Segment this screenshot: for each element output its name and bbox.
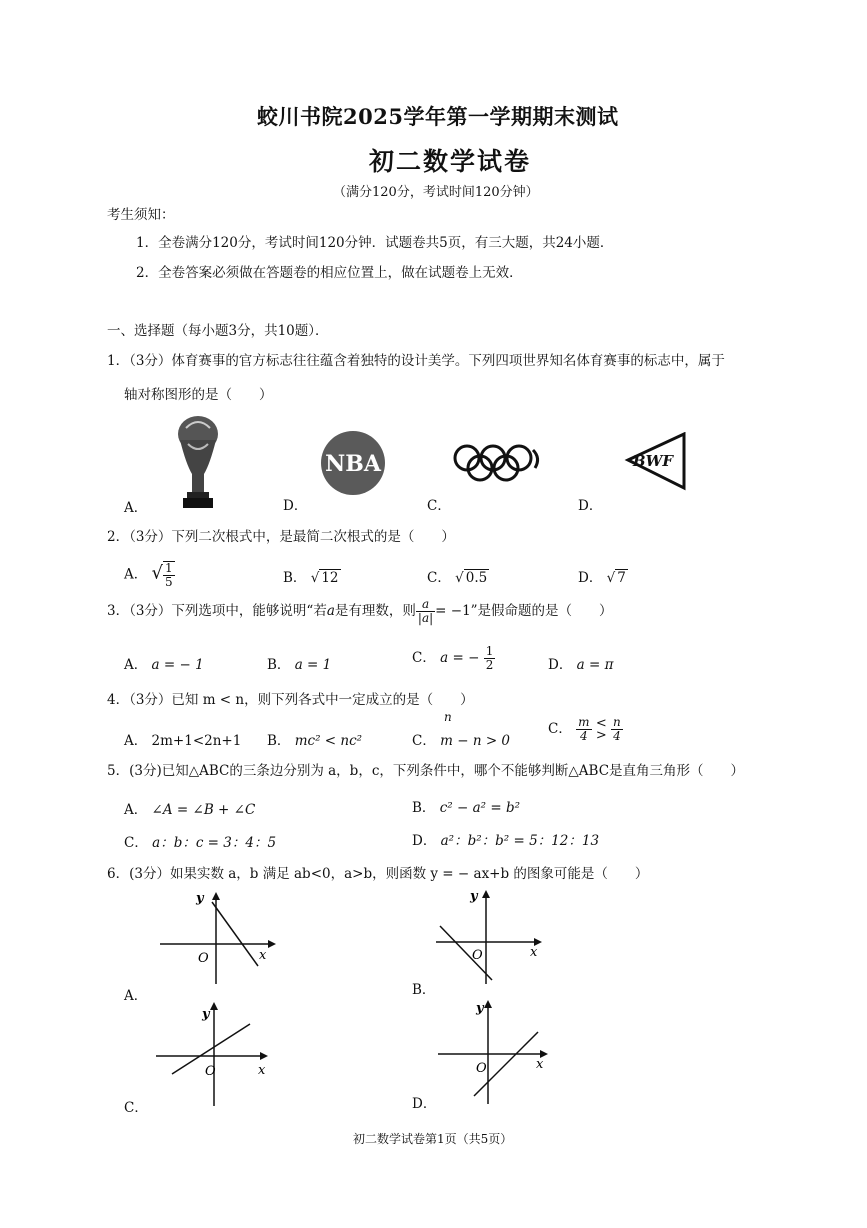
q6-option-d-label: D． [412,1096,437,1112]
option-label: A． [124,733,148,749]
option-text: a²：b²：b² = 5：12：13 [440,833,600,849]
bwf-logo [624,432,688,492]
option-text: 2m+1<2n+1 [151,733,242,749]
option-text: m − n > 0 [440,733,511,749]
fraction-numerator: 1 [165,561,173,575]
q2-option-d: D． √ 7 [578,570,626,586]
option-label: D． [412,833,437,849]
q4-option-c [412,729,510,749]
q1-option-b-label: D． [283,498,308,514]
exam-title: 蛟川书院2025学年第一学期期末测试 [257,104,619,129]
radicand: 0.5 [465,570,488,586]
y-axis-label: y [476,1001,484,1016]
q6-option-b-label: B． [412,982,436,998]
q2-option-c: C． √ 0.5 [427,570,488,586]
variable: a [326,603,335,619]
notice-item: 2．全卷答案必须做在答题卷的相应位置上，做在试题卷上无效． [136,265,523,281]
x-axis-label: x [258,1063,266,1078]
x-axis-label: x [530,945,538,960]
q5-option-c [124,831,276,851]
notice-heading: 考生须知： [107,207,175,223]
y-axis-label: y [202,1007,210,1022]
q2-option-a: A． √ $\frac{1}{5}$ [124,561,173,589]
q6-graph-d [430,996,560,1106]
q3-option-c [412,645,495,672]
q6-graph-c [150,998,280,1108]
option-label: D． [548,657,573,673]
option-label: B． [283,570,307,586]
fraction-numerator: m [578,715,590,729]
q1-option-c-label: C． [427,498,451,514]
q6-graph-b [430,886,560,986]
fraction-numerator: n [613,715,621,729]
section-heading: 一、选择题（每小题3分，共10题）． [107,323,329,339]
question-1-stem: 1．（3分）体育赛事的官方标志往往蕴含着独特的设计美学。下列四项世界知名体育赛事的标志中，属于 [107,353,725,369]
score-time-note: （满分120分，考试时间120分钟） [333,185,539,200]
fraction-denominator: 5 [165,575,173,589]
option-label: B． [412,800,436,816]
question-1-stem-line2: 轴对称图形的是（ ） [124,387,273,403]
q6-option-c-label: C． [124,1100,148,1116]
q5-option-b [412,796,520,816]
stem-part: 3．（3分）下列选项中，能够说明“若 [107,603,327,619]
fraction-denominator: 4 [580,729,588,743]
olympic-rings-logo [451,440,543,486]
option-text: a = π [576,657,614,673]
notice-item: 1．全卷满分120分，考试时间120分钟．试题卷共5页，有三大题，共24小题． [136,235,614,251]
question-5-stem: 5．(3分)已知△ABC的三条边分别为 a，b，c，下列条件中，哪个不能够判断△ABC是直角三角形（ ） [107,763,745,779]
radicand: 12 [321,570,339,586]
origin-label: O [472,948,483,963]
inequality-sign: > [595,727,607,743]
world-cup-trophy-logo [168,414,228,512]
option-text: a = 1 [294,657,332,673]
origin-label: O [476,1061,487,1076]
q1-option-a-label: A． [124,500,148,516]
option-text: a = − [440,650,480,666]
q5-option-a [124,798,255,818]
nba-logo-text: NBA [325,451,381,477]
q4-option-b [267,729,362,749]
q4-option-a [124,729,241,749]
option-label: C． [124,835,148,851]
option-label: B． [267,657,291,673]
y-axis-label: y [196,891,204,906]
paper-subtitle: 初二数学试卷 [369,147,532,176]
q4-option-d [548,716,623,743]
fraction-denominator: 4 [613,729,621,743]
option-label: D． [578,570,603,586]
option-label: A． [124,802,148,818]
option-label: C． [412,733,436,749]
q6-graph-a [150,888,280,988]
option-text: a = − 1 [151,657,204,673]
page-footer: 初二数学试卷第1页（共5页） [353,1132,513,1146]
option-label: B． [267,733,291,749]
origin-label: O [205,1064,216,1079]
option-text: ∠A = ∠B + ∠C [151,802,256,818]
option-text: mc² < nc² [294,733,363,749]
fraction-numerator: 1 [485,644,494,658]
option-label: C． [412,650,436,666]
q5-option-d [412,829,599,849]
x-axis-label: x [536,1057,544,1072]
x-axis-label: x [259,948,267,963]
radicand: 7 [617,570,626,586]
option-label: C． [427,570,451,586]
option-text: a：b：c = 3：4：5 [152,835,277,851]
inequality-sign: < [595,715,607,731]
fraction-denominator: |a| [417,611,434,625]
q3-option-d [548,653,613,673]
origin-label: O [198,951,209,966]
q3-option-a [124,653,204,673]
fraction-denominator: 2 [485,658,494,672]
option-label: C． [548,721,572,737]
bwf-logo-text: BWF [632,452,674,470]
nba-logo [320,430,386,496]
question-3-stem [107,598,613,625]
fraction-numerator: a [416,598,435,612]
q1-option-d-label: D． [578,498,603,514]
question-6-stem: 6．(3分）如果实数 a，b 满足 ab<0，a>b，则函数 y = − ax+b 的图象可能是（ ） [107,866,649,882]
stem-part: = −1”是假命题的是（ ） [435,603,613,619]
q3-option-b [267,653,331,673]
handwritten-mark: n [444,710,452,724]
option-label: A． [124,566,148,583]
question-2-stem: 2．（3分）下列二次根式中，是最简二次根式的是（ ） [107,529,455,545]
q6-option-a-label: A． [124,988,148,1004]
question-4-stem: 4．（3分）已知 m < n，则下列各式中一定成立的是（ ） [107,692,474,708]
y-axis-label: y [470,889,478,904]
q2-option-b: B． √ 12 [283,570,339,586]
option-label: A． [124,657,148,673]
option-text: c² − a² = b² [439,800,520,816]
stem-part: 是有理数，则 [334,603,416,619]
